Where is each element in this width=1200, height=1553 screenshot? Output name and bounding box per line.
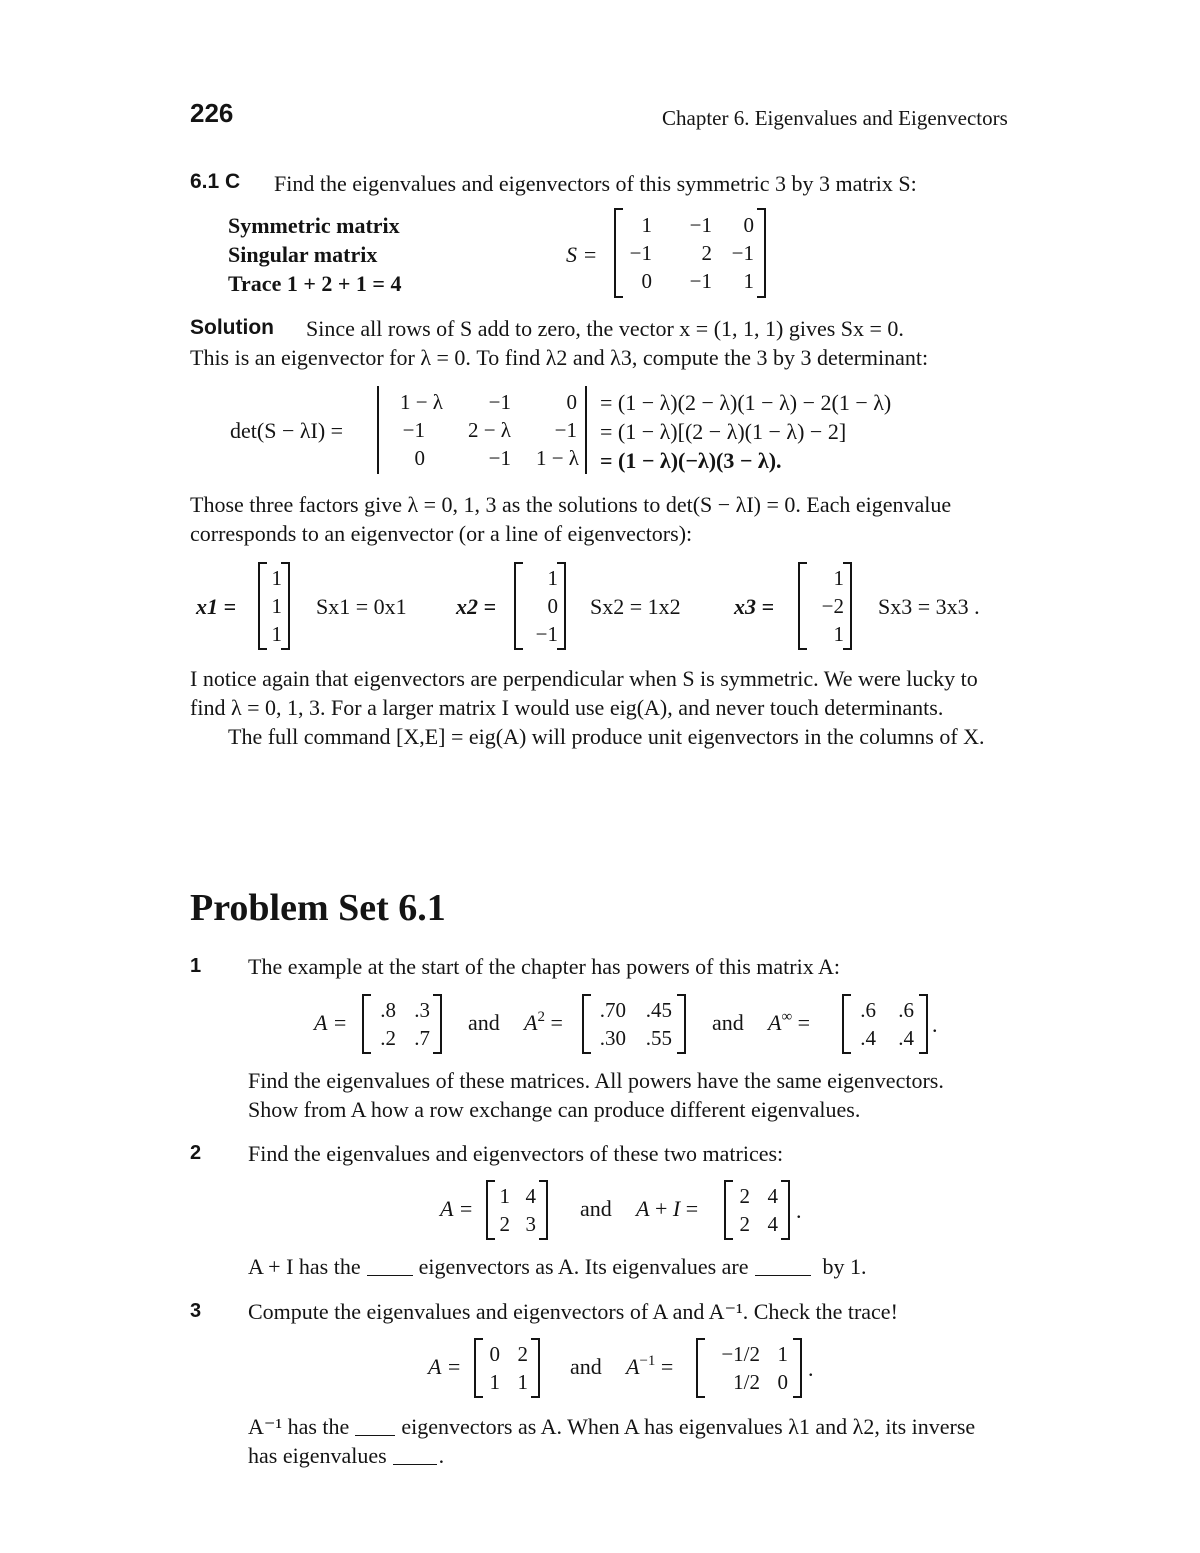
problem-1-matrix-Ainf: .6 .6 .4 .4 [842,994,928,1054]
problem-1-line-3: Show from A how a row exchange can produce different eigenvalues. [248,1097,861,1122]
factors-line-1: Those three factors give λ = 0, 1, 3 as the solutions to det(S − λI) = 0. Each eigenvalue [190,492,952,517]
eigenvector-1-label: x1 = [196,594,237,619]
determinant-matrix: 1 − λ −1 0 −1 2 − λ −1 0 −1 1 − λ [377,386,587,474]
problem-2-matrix-A: 1 4 2 3 [486,1180,548,1240]
matrix-S-label: S = [566,242,598,267]
problem-set-title: Problem Set 6.1 [190,887,446,929]
problem-3-fill-part-3: has eigenvalues [248,1443,387,1468]
problem-1-matrix-A2: .70 .45 .30 .55 [582,994,686,1054]
problem-3-blank-2 [393,1464,437,1465]
problem-3-number: 3 [190,1300,202,1322]
problem-2-period: . [796,1198,802,1223]
property-trace: Trace 1 + 2 + 1 = 4 [228,271,402,296]
problem-3-fill-line-2: has eigenvalues . [248,1443,445,1468]
problem-1-intro: The example at the start of the chapter has powers of this matrix A: [248,954,840,979]
problem-2-fill-line [248,1252,867,1281]
factors-line-2: corresponds to an eigenvector (or a line of eigenvectors): [190,521,693,546]
eigenvector-3-label: x3 = [734,594,775,619]
problem-2-fill-part-2: eigenvectors as A. Its eigenvalues are [418,1254,749,1279]
problem-3-A-label: A = [428,1354,462,1379]
problem-1-and-1: and [468,1010,500,1035]
solution-line-2: This is an eigenvector for λ = 0. To find λ2 and λ3, compute the 3 by 3 determinant: [190,345,929,370]
problem-1-line-2: Find the eigenvalues of these matrices. All powers have the same eigenvectors. [248,1068,944,1093]
problem-2-matrix-AplusI: 2 4 2 4 [724,1180,790,1240]
problem-3-blank-1 [355,1435,395,1436]
example-label: 6.1 C [190,170,241,193]
problem-2-number: 2 [190,1142,202,1164]
problem-3-fill-part-1: A⁻¹ has the [248,1414,350,1439]
problem-2-and: and [580,1196,612,1221]
closing-line-3: The full command [X,E] = eig(A) will produce unit eigenvectors in the columns of X. [228,724,985,749]
problem-2-intro: Find the eigenvalues and eigenvectors of these two matrices: [248,1141,784,1166]
problem-1-A2-label: $A^2$ = [524,1009,563,1035]
problem-2-blank-1 [367,1275,413,1276]
problem-2-AplusI-label: A + I = [636,1196,699,1221]
problem-1-period: . [932,1012,938,1037]
solution-line-1: Since all rows of S add to zero, the vector x = (1, 1, 1) gives Sx = 0. [306,316,904,341]
eigenvector-2-equation: Sx2 = 1x2 [590,594,681,619]
determinant-expansion-3: = (1 − λ)(−λ)(3 − λ). [600,448,782,473]
solution-label: Solution [190,316,274,339]
determinant-expansion-1: = (1 − λ)(2 − λ)(1 − λ) − 2(1 − λ) [600,390,892,415]
determinant-lhs: det(S − λI) = [230,418,344,443]
problem-1-Ainf-label: A∞ = [768,1009,811,1035]
problem-2-blank-2 [755,1275,811,1276]
matrix-S: 1 −1 0 −1 2 −1 0 −1 1 [614,208,766,298]
closing-line-1: I notice again that eigenvectors are perpendicular when S is symmetric. We were lucky to [190,666,978,691]
problem-3-intro: Compute the eigenvalues and eigenvectors of A and A⁻¹. Check the trace! [248,1299,898,1324]
property-symmetric: Symmetric matrix [228,213,400,238]
problem-2-A-label: A = [440,1196,474,1221]
problem-3-matrix-A: 0 2 1 1 [474,1338,540,1398]
problem-1-and-2: and [712,1010,744,1035]
property-singular: Singular matrix [228,242,378,267]
problem-3-fill-line-1 [248,1412,975,1441]
determinant-expansion-2: = (1 − λ)[(2 − λ)(1 − λ) − 2] [600,419,847,444]
eigenvector-2-label: x2 = [456,594,497,619]
problem-3-period: . [808,1356,814,1381]
eigenvector-2: 1 0 −1 [514,562,566,650]
example-statement: Find the eigenvalues and eigenvectors of this symmetric 3 by 3 matrix S: [274,171,917,196]
problem-3-fill-part-2: eigenvectors as A. When A has eigenvalues λ1 and λ2, its inverse [401,1414,976,1439]
problem-2-fill-part-3: by 1. [822,1254,867,1279]
eigenvector-1: 1 1 1 [258,562,290,650]
problem-2-fill-part-1: A + I has the [248,1254,361,1279]
problem-1-A-label: A = [314,1010,348,1035]
problem-1-matrix-A: .8 .3 .2 .7 [362,994,442,1054]
running-title: Chapter 6. Eigenvalues and Eigenvectors [662,106,1008,130]
page-number: 226 [190,98,234,128]
closing-line-2: find λ = 0, 1, 3. For a larger matrix I would use eig(A), and never touch determinants. [190,695,944,720]
eigenvector-3: 1 −2 1 [798,562,852,650]
eigenvector-1-equation: Sx1 = 0x1 [316,594,407,619]
problem-3-matrix-Ainv: −1/2 1 1/2 0 [696,1338,802,1398]
problem-3-Ainv-label: $A^{-1}$ = [626,1353,674,1379]
problem-1-number: 1 [190,955,202,977]
problem-3-and: and [570,1354,602,1379]
eigenvector-3-equation: Sx3 = 3x3 . [878,594,980,619]
